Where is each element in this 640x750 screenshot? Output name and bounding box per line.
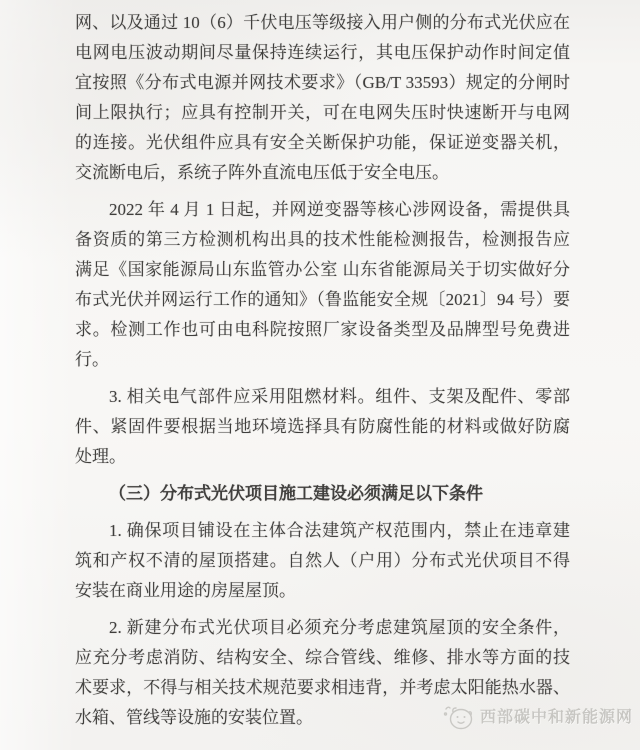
paragraph	[75, 195, 570, 375]
panda-face-icon	[443, 703, 475, 733]
paragraph	[75, 516, 570, 606]
text-line: 网、以及通过 10（6）千伏电压等级接入用户侧的分布式光伏应在	[75, 13, 570, 32]
text-line: 筑和产权不清的屋顶搭建。自然人（户用）分布式光伏项目不得	[75, 551, 570, 570]
paragraph	[75, 8, 570, 188]
text-line: （三）分布式光伏项目施工建设必须满足以下条件	[109, 484, 483, 503]
text-line: 电网电压波动期间尽量保持连续运行，其电压保护动作时间定值	[75, 43, 570, 62]
text-line: 1. 确保项目铺设在主体合法建筑产权范围内，禁止在违章建	[109, 521, 570, 540]
text-line: 行。	[75, 350, 109, 369]
text-line: 的连接。光伏组件应具有安全关断保护功能，保证逆变器关机，	[75, 133, 570, 152]
text-line: 交流断电后，系统子阵外直流电压低于安全电压。	[75, 163, 449, 182]
text-line: 满足《国家能源局山东监管办公室 山东省能源局关于切实做好分	[75, 260, 570, 279]
text-line: 水箱、管线等设施的安装位置。	[75, 708, 313, 727]
text-line: 布式光伏并网运行工作的通知》（鲁监能安全规〔2021〕94 号）要	[75, 290, 570, 309]
text-line: 宜按照《分布式电源并网技术要求》（GB/T 33593）规定的分闸时	[75, 73, 570, 92]
document-text	[75, 8, 570, 740]
text-line: 2. 新建分布式光伏项目必须充分考虑建筑屋顶的安全条件，	[109, 618, 570, 637]
text-line: 术要求，不得与相关技术规范要求相违背，并考虑太阳能热水器、	[75, 678, 570, 697]
text-line: 间上限执行；应具有控制开关，可在电网失压时快速断开与电网	[75, 103, 570, 122]
text-line: 应充分考虑消防、结构安全、综合管线、维修、排水等方面的技	[75, 648, 570, 667]
text-line: 安装在商业用途的房屋屋顶。	[75, 581, 296, 600]
text-line: 件、紧固件要根据当地环境选择具有防腐性能的材料或做好防腐	[75, 417, 570, 436]
text-line: 3. 相关电气部件应采用阻燃材料。组件、支架及配件、零部	[109, 387, 570, 406]
section-heading	[75, 479, 570, 509]
text-line: 2022 年 4 月 1 日起，并网逆变器等核心涉网设备，需提供具	[109, 200, 570, 219]
watermark-label: 西部碳中和新能源网	[480, 709, 634, 726]
text-line: 求。检测工作也可由电科院按照厂家设备类型及品牌型号免费进	[75, 320, 570, 339]
paragraph	[75, 382, 570, 472]
watermark	[443, 703, 633, 733]
text-line: 备资质的第三方检测机构出具的技术性能检测报告，检测报告应	[75, 230, 570, 249]
text-line: 处理。	[75, 447, 126, 466]
